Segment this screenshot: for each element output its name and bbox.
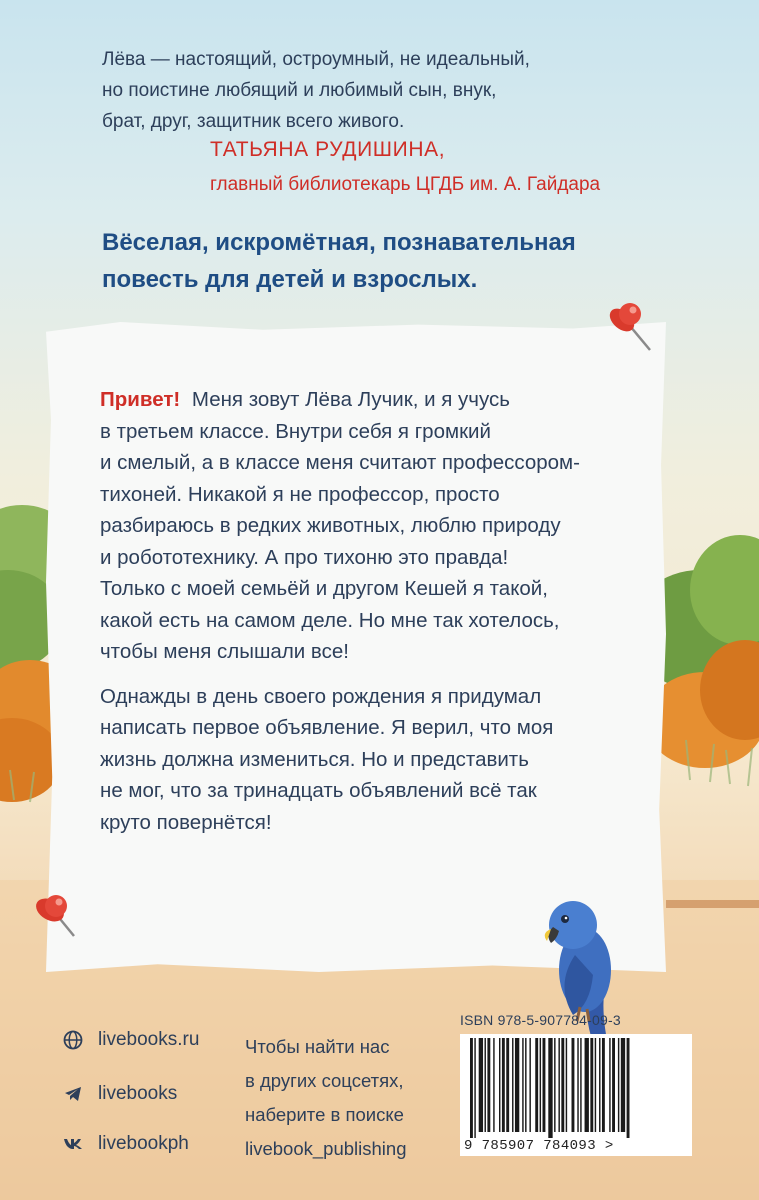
barcode-bar: [540, 1038, 541, 1132]
social-line: наберите в поиске: [245, 1104, 404, 1125]
barcode-bar: [548, 1038, 552, 1138]
barcode-bar: [543, 1038, 546, 1132]
blurb-line: повесть для детей и взрослых.: [102, 266, 478, 293]
barcode-bar: [627, 1038, 630, 1138]
barcode-bar: [487, 1038, 490, 1132]
quote-line: Лёва — настоящий, остроумный, не идеальный,: [102, 49, 530, 70]
contact-telegram[interactable]: [62, 1079, 178, 1109]
barcode-bar: [612, 1038, 615, 1132]
contact-website[interactable]: [62, 1025, 200, 1055]
barcode-bar: [572, 1038, 575, 1132]
barcode-bar: [515, 1038, 519, 1132]
isbn-label: ISBN 978-5-907784-09-3: [460, 1012, 621, 1028]
note-greeting: Привет!: [100, 388, 181, 411]
quote-line: брат, друг, защитник всего живого.: [102, 111, 405, 132]
note-line: не мог, что за тринадцать объявлений всё так: [100, 779, 537, 802]
note-line: Только с моей семьёй и другом Кешей я такой,: [100, 577, 548, 600]
note-line: в третьем классе. Внутри себя я громкий: [100, 419, 491, 443]
telegram-icon: [62, 1083, 84, 1105]
barcode-bar: [502, 1038, 505, 1132]
contact-label: livebooks: [98, 1083, 178, 1104]
barcode-bars: [470, 1038, 682, 1138]
barcode-bar: [590, 1038, 593, 1132]
barcode-bar: [522, 1038, 523, 1132]
note-line: тихоней. Никакой я не профессор, просто: [100, 482, 500, 506]
barcode-bar: [558, 1038, 559, 1132]
blurb-line: Вёселая, искромётная, познавательная: [102, 229, 576, 256]
note-line: круто повернётся!: [100, 810, 272, 834]
barcode-bar: [479, 1038, 483, 1132]
review-quote: [102, 44, 702, 137]
globe-icon: [62, 1029, 84, 1051]
note-line: какой есть на самом деле. Но мне так хотелось,: [100, 608, 560, 632]
note-line: жизнь должна измениться. Но и представить: [100, 747, 529, 771]
barcode-bar: [585, 1038, 589, 1132]
barcode-bar: [535, 1038, 538, 1132]
barcode-bar: [595, 1038, 596, 1132]
barcode-bar: [525, 1038, 526, 1132]
barcode-bar: [621, 1038, 625, 1132]
social-search-hint: [245, 1030, 406, 1166]
barcode-bar: [609, 1038, 610, 1132]
note-paragraph-1: [100, 384, 640, 668]
quote-line: но поистине любящий и любимый сын, внук,: [102, 80, 497, 101]
note-text: [100, 384, 640, 838]
barcode-bar: [512, 1038, 513, 1132]
contact-label: livebookph: [98, 1133, 189, 1154]
barcode-bar: [566, 1038, 567, 1132]
quote-author-role: главный библиотекарь ЦГДБ им. А. Гайдара: [210, 174, 601, 195]
barcode-bar: [599, 1038, 600, 1132]
barcode-digits: 9 785907 784093 >: [464, 1138, 614, 1154]
barcode-bar: [506, 1038, 509, 1132]
note-line: написать первое объявление. Я верил, что моя: [100, 716, 554, 739]
barcode-bar: [499, 1038, 500, 1132]
note-line: чтобы меня слышали все!: [100, 640, 349, 663]
quote-author: ТАТЬЯНА РУДИШИНА,: [210, 138, 446, 161]
push-pin-icon: [600, 292, 670, 362]
barcode-bar: [493, 1038, 494, 1132]
note-line: Однажды в день своего рождения я придумал: [100, 684, 542, 708]
note-line: разбираюсь в редких животных, люблю природу: [100, 514, 561, 537]
barcode-bar: [602, 1038, 605, 1132]
social-line: livebook_publishing: [245, 1138, 407, 1159]
note-line: и робототехнику. А про тихоню это правда!: [100, 545, 509, 569]
contact-vk[interactable]: [62, 1129, 189, 1159]
barcode-box: [460, 1034, 692, 1156]
barcode-bar: [470, 1038, 473, 1138]
barcode-bar: [554, 1038, 555, 1132]
vk-icon: [62, 1133, 84, 1155]
note-paragraph-2: [100, 681, 640, 839]
note-line: и смелый, а в классе меня считают профессором-: [100, 451, 580, 474]
book-blurb: [102, 224, 662, 298]
isbn-barcode: [460, 1012, 700, 1162]
barcode-bar: [529, 1038, 530, 1132]
barcode-bar: [561, 1038, 564, 1132]
note-line: Меня зовут Лёва Лучик, и я учусь: [191, 388, 510, 411]
barcode-bar: [474, 1038, 475, 1138]
barcode-bar: [580, 1038, 581, 1132]
contact-label: livebooks.ru: [98, 1029, 200, 1050]
barcode-bar: [577, 1038, 578, 1132]
social-line: Чтобы найти нас: [245, 1036, 390, 1057]
barcode-bar: [618, 1038, 619, 1132]
barcode-bar: [485, 1038, 486, 1132]
push-pin-icon: [20, 880, 90, 950]
social-line: в других соцсетях,: [245, 1070, 404, 1091]
